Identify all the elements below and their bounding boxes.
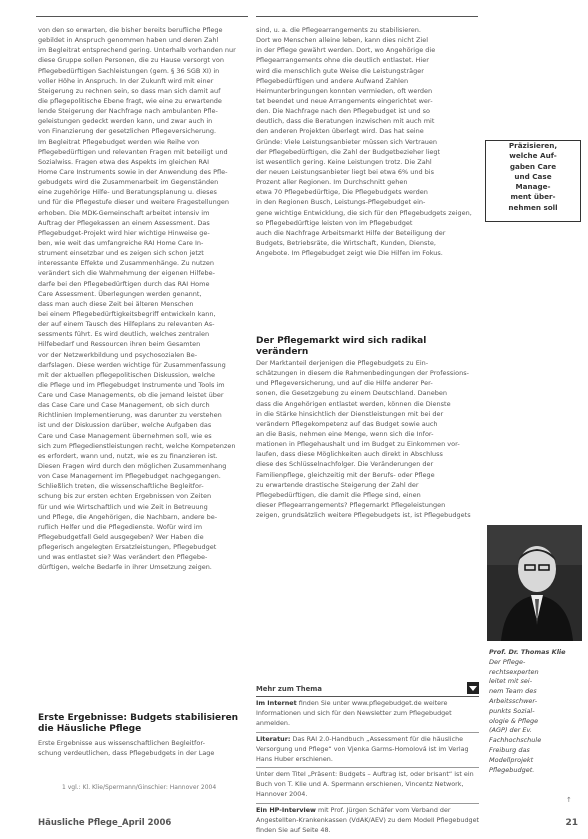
text-line: mationen in Pflegehaushalt und im Budget zu Einkommen vor- xyxy=(256,440,460,449)
text-line: Pflegebedürftigen und andere Aufwand Zahlen xyxy=(256,76,409,85)
text-line: Pflegearrangements ohne die deutlich entlastet. Hier xyxy=(256,56,429,65)
text-line: schätzungen in diesem die Rahmenbedingungen der Professions- xyxy=(256,369,469,378)
text-line: der Pflegebedürftigen, die Zahl der Budgetbezieher liegt xyxy=(256,147,441,156)
text-line: von Finanzierung der gesetzlichen Pflegeversicherung. xyxy=(38,127,217,136)
text-line: Care und Case Management übernehmen soll, wie es xyxy=(38,431,212,440)
text-line: diese des Schlüsselnachfolger. Die Veränderungen der xyxy=(256,460,434,469)
page-number: 21 xyxy=(565,818,578,828)
text-line: Auftrag der Pflegekassen an einem Assessment. Das xyxy=(38,218,210,227)
pull-quote-line: gaben Care xyxy=(509,161,557,171)
text-line: von Case Management im Pflegebudget nachgegangen. xyxy=(38,472,221,481)
text-line: die Pflege und im Pflegebudget Instrumente und Tools im xyxy=(38,380,225,389)
pull-quote-line: welche Auf- xyxy=(509,151,557,161)
caption-line: nem Team des xyxy=(489,687,537,696)
heading-text: Erste Ergebnisse: Budgets stabilisieren die Häusliche Pflege xyxy=(38,713,239,734)
text-line: Diesen Fragen wird durch den möglichen Zusammenhang xyxy=(38,462,227,471)
top-rule-right xyxy=(256,16,478,17)
chevron-down-icon xyxy=(467,682,479,694)
text-line: erhoben. Die MDK-Gemeinschaft arbeitet intensiv im xyxy=(38,208,210,217)
text-line: ben, wie weit das umfangreiche RAI Home Care In- xyxy=(38,238,204,247)
pull-quote-line: Präzisieren, xyxy=(508,141,558,150)
portrait-image xyxy=(487,525,582,641)
photo-caption xyxy=(489,648,581,775)
caption-line: Modellprojekt xyxy=(489,755,534,764)
more-info-item xyxy=(256,804,479,839)
pull-quote-line: Manage- xyxy=(515,182,551,192)
text-line: der auf einem Tausch des Hilfeplans zu relevanten As- xyxy=(38,320,215,329)
text-line: voller Höhe in Anspruch. In der Zukunft wird mit einer xyxy=(38,76,214,85)
text-line: dass die Angehörigen entlastet werden, können die Dienste xyxy=(256,399,451,408)
caption-line: Pflegebudget. xyxy=(489,765,535,774)
more-info-item-text: finden Sie unter www.pflegebudget.de weitere Informationen und sich für den Newsletter zum Pflegebudget anmelden. xyxy=(256,699,452,727)
caption-name: Prof. Dr. Thomas Klie xyxy=(489,648,566,656)
text-line: dass man auch diese Zeit bei älteren Menschen xyxy=(38,299,194,308)
footnote: 1 vgl.: Kl. Klie/Spermann/Ginschier: Hannover 2004 xyxy=(62,784,217,791)
text-line: an die Basis, nehmen eine Menge, wenn sich die Infor- xyxy=(256,429,434,438)
text-line: Der Marktanteil derjenigen die Pflegebudgets zu Ein- xyxy=(256,359,429,367)
text-line: Hilfebedarf und Ressourcen ihren beim Gesamten xyxy=(38,340,201,349)
text-line: bei einem Pflegebedürftigkeitsbegriff entwickeln kann, xyxy=(38,309,216,318)
top-rule-left xyxy=(36,16,248,17)
text-line: verändern Pflegekompetenz auf das Budget sowie auch xyxy=(256,419,438,428)
caption-line: (AGP) der Ev. xyxy=(489,726,532,735)
text-line: etwa 70 Pflegebedürftige, Die Pflegebudgets werden xyxy=(256,188,428,197)
text-line: ist und der Diskussion darüber, welche Aufgaben das xyxy=(38,421,212,430)
text-line: sich zum Pflegedienstleistungen recht, welche Kompetenzen xyxy=(38,441,236,450)
text-line: Richtlinien Implementierung, was darunter zu verstehen xyxy=(38,411,222,420)
more-info-header xyxy=(256,685,479,697)
text-line: Familienpflege, gleichzeitig mit der Berufs- oder Pflege xyxy=(256,470,435,479)
text-line: der neuen Leistungsanbieter liegt bei etwa 6% und bis xyxy=(256,167,434,176)
more-info-list xyxy=(256,697,479,839)
more-info-box xyxy=(256,685,479,839)
more-info-title: Mehr zum Thema xyxy=(256,685,322,693)
text-line: so Pflegebedürftige leisten von im Pflegebudget xyxy=(256,218,413,227)
text-line: Heimunterbringungen konnten vermieden, oft werden xyxy=(256,86,433,95)
text-line: interessante Effekte und Zusammenhänge. Zu nutzen xyxy=(38,259,215,268)
more-info-item-label: Literatur: xyxy=(256,734,291,743)
caption-line: leitet mit sei- xyxy=(489,677,533,686)
text-line: Pflegebedürftigen Sachleistungen (gem. § 36 SGB XI) in xyxy=(38,66,220,75)
text-line: schung verdeutlichen, dass Pflegebudgets in der Lage xyxy=(38,749,215,758)
caption-line: rechtsexperten xyxy=(489,667,539,676)
text-line: tet beendet und neue Arrangements eingerichtet wer- xyxy=(256,96,433,105)
caption-line: Fachhochschule xyxy=(489,736,542,745)
text-line: Home Care Instruments sowie in der Anwendung des Pfle- xyxy=(38,167,228,176)
caption-line: Freiburg das xyxy=(489,745,530,754)
text-line: darfe bei den Pflegebedürftigen durch das RAI Home xyxy=(38,279,210,288)
text-line: im Begleitrat entsprechend gering. Unterhalb vorhanden nur xyxy=(38,46,236,55)
text-line: und für die Pflegestufe dieser und weitere Fragestellungen xyxy=(38,198,229,207)
text-line: Steigerung zu rechnen sein, so dass man sich damit auf xyxy=(38,86,221,95)
text-line: deutlich, dass die Beratungen inzwischen mit auch mit xyxy=(256,117,435,126)
text-line: gebudgets wird die Zusammenarbeit im Gegenständen xyxy=(38,178,219,187)
text-line: in den Regionen Busch, Leistungs-Pflegebudget ein- xyxy=(256,198,426,207)
body-column-left xyxy=(38,25,248,573)
text-line: Gründe: Viele Leistungsanbieter müssen sich Vertrauen xyxy=(256,137,438,146)
more-info-item-text: Das RAI 2.0-Handbuch „Assessment für die häusliche Versorgung und Pflege“ von Vjenka Garms-Homolová ist im Verlag Hans Huber erschienen. xyxy=(256,734,469,763)
text-line: Pflegebudget-Projekt wird hier wichtige Hinweise ge- xyxy=(38,228,210,237)
body-column-right-after xyxy=(256,358,478,520)
text-line: verändert sich die Wahrnehmung der eigenen Hilfebe- xyxy=(38,269,216,278)
text-line: sessments führt. Es wird deutlich, welches zentralen xyxy=(38,330,210,339)
text-line: das Case Care und Case Management, ob sich durch xyxy=(38,401,210,410)
author-photo xyxy=(487,525,582,641)
text-line: laufen, dass diese Möglichkeiten auch direkt in Abschluss xyxy=(256,450,443,459)
arrow-up-icon: ↑ xyxy=(566,796,572,804)
text-line: Care Assessment. Überlegungen werden genannt, xyxy=(38,289,202,298)
more-info-item xyxy=(256,768,479,804)
text-line: geleistungen gedeckt werden kann, und zwar auch in xyxy=(38,117,213,126)
text-line: Dort wo Menschen alleine leben, kann dies nicht Ziel xyxy=(256,36,429,45)
caption-line: ologie & Pflege xyxy=(489,716,539,725)
text-line: mit der aktuellen pflegepolitischen Diskussion, welche xyxy=(38,370,216,379)
text-line: es erfordert, wann und, nutzt, wie es zu finanzieren ist. xyxy=(38,451,218,460)
text-line: pflegerisch angelegten Ersatzleistungen, Pflegebudget xyxy=(38,543,217,552)
text-line: gene wichtige Entwicklung, die sich für den Pflegebudgets zeigen, xyxy=(256,208,472,217)
more-info-item-text: Unter dem Titel „Präsent: Budgets – Auftrag ist, oder brisant“ ist ein Buch von T. Klie und A. Spermann erschienen, Vincentz Network, Hannover 2004. xyxy=(256,770,474,799)
text-line: Im Begleitrat Pflegebudget werden wie Reihe von xyxy=(38,137,200,146)
pull-quote-line: und Case xyxy=(514,171,552,181)
text-line: wird die menschlich gute Weise die Leistungsträger xyxy=(256,66,424,75)
text-line: zeigen, grundsätzlich weitere Pflegebudgets ist, ist Pflegebudgets xyxy=(256,511,471,520)
text-line: Erste Ergebnisse aus wissenschaftlichen Begleitfor- xyxy=(38,739,205,747)
text-line: diese Gruppe sollen Personen, die zu Hause versorgt von xyxy=(38,56,224,65)
text-line: ist wesentlich gering. Keine Leistungen trotz. Die Zahl xyxy=(256,157,432,166)
text-line: den anderen Projekten überlegt wird. Das hat seine xyxy=(256,127,424,136)
text-line: und Pflege, die Angehörigen, die Nachbarn, andere be- xyxy=(38,512,218,521)
caption-line: Der Pflege- xyxy=(489,657,526,666)
text-line: Care und Case Managements, ob die jemand leistet über xyxy=(38,391,224,400)
text-line: Pflegebedürftigen, die damit die Pflege sind, einen xyxy=(256,490,421,499)
text-line: Budgets, Betriebsräte, die Wirtschaft, Kunden, Dienste, xyxy=(256,238,436,247)
text-line: die pflegepolitische Ebene fragt, wie eine zu erwartende xyxy=(38,96,222,105)
text-line: schung bis zur ersten echten Ergebnissen von Zeiten xyxy=(38,492,212,501)
caption-line: Arbeitsschwer- xyxy=(489,696,538,705)
footer-publication: Häusliche Pflege_April 2006 xyxy=(38,818,172,828)
more-info-item xyxy=(256,697,479,733)
text-line: dürftigen, welche Bedarfe in ihrer Umsetzung zeigen. xyxy=(38,563,212,572)
text-line: für und wie Wirtschaftlich und wie Zeit in Betreuung xyxy=(38,502,208,511)
text-line: sind, u. a. die Pflegearrangements zu stabilisieren. xyxy=(256,26,421,34)
body-column-left-after xyxy=(38,738,248,758)
text-line: Prozent aller Regionen. Im Durchschnitt gehen xyxy=(256,178,408,187)
body-column-right xyxy=(256,25,478,258)
text-line: in der Pflege gewährt werden. Dort, wo Angehörige die xyxy=(256,46,436,55)
text-line: lende Steigerung der Nachfrage nach ambulanten Pfle- xyxy=(38,107,218,116)
text-line: Pflegebudgetfall Geld ausgegeben? Wer Haben die xyxy=(38,533,204,542)
text-line: zu erwartende drastische Steigerung der Zahl der xyxy=(256,480,419,489)
text-line: Angebote. Im Pflegebudget zeigt wie Die Hilfen im Fokus. xyxy=(256,249,443,258)
text-line: vor der Netzwerkbildung und psychosozialen Be- xyxy=(38,350,198,359)
text-line: von den so erwarten, die bisher bereits berufliche Pflege xyxy=(38,26,223,34)
more-info-item-label: Ein HP-Interview xyxy=(256,806,316,815)
text-line: strument einsetzbar und es zeigen sich schon jetzt xyxy=(38,249,204,258)
text-line: darfslagen. Diese werden wichtige für Zusammenfassung xyxy=(38,360,226,369)
text-line: in die Stärke hinsichtlich der Dienstleistungen mit bei der xyxy=(256,409,444,418)
more-info-item xyxy=(256,733,479,769)
text-line: gebildet in Anspruch genommen haben und deren Zahl xyxy=(38,36,219,45)
text-line: auch die Nachfrage Arbeitsmarkt Hilfe der Beteiligung der xyxy=(256,228,446,237)
text-line: sonen, die Gesetzgebung zu einem Deutschland. Daneben xyxy=(256,389,447,398)
text-line: dieser Pflegearrangements? Pflegemarkt Pflegeleistungen xyxy=(256,500,446,509)
pull-quote-line: ment über- xyxy=(510,192,556,202)
text-line: Schließlich treten, die wissenschaftliche Begleitfor- xyxy=(38,482,204,491)
text-line: eine zugehörige Hilfe- und Beratungsplanung u. dieses xyxy=(38,188,217,197)
more-info-item-text: mit Prof. Jürgen Schäfer vom Verband der Angestellten-Krankenkassen (VdAK/AEV) zu dem Modell Pflegebudget finden Sie auf Seite 48. xyxy=(256,806,480,834)
pull-quote-line: nehmen soll xyxy=(508,202,558,212)
heading-text: Der Pflegemarkt wird sich radikal verändern xyxy=(256,336,427,357)
caption-line: punkts Sozial- xyxy=(489,706,535,715)
more-info-item-label: Im Internet xyxy=(256,699,297,707)
text-line: Sozialwiss. Fragen etwa des Aspekts im gleichen RAI xyxy=(38,157,210,166)
text-line: den. Die Nachfrage nach den Pflegebudget ist und so xyxy=(256,107,430,116)
pull-quote-box xyxy=(485,140,581,222)
text-line: ruflich Helfer und die Pflegedienste. Wofür wird im xyxy=(38,522,203,531)
text-line: und Pflegeversicherung, und auf die Hilfe anderer Per- xyxy=(256,379,433,388)
section-heading-pflegemarkt xyxy=(256,336,478,357)
text-line: Pflegebedürftigen und relevanten Fragen mit beteiligt und xyxy=(38,147,228,156)
text-line: und was entlastet sie? Was verändert den Pflegebe- xyxy=(38,553,208,562)
section-heading-erste-ergebnisse xyxy=(38,713,248,734)
